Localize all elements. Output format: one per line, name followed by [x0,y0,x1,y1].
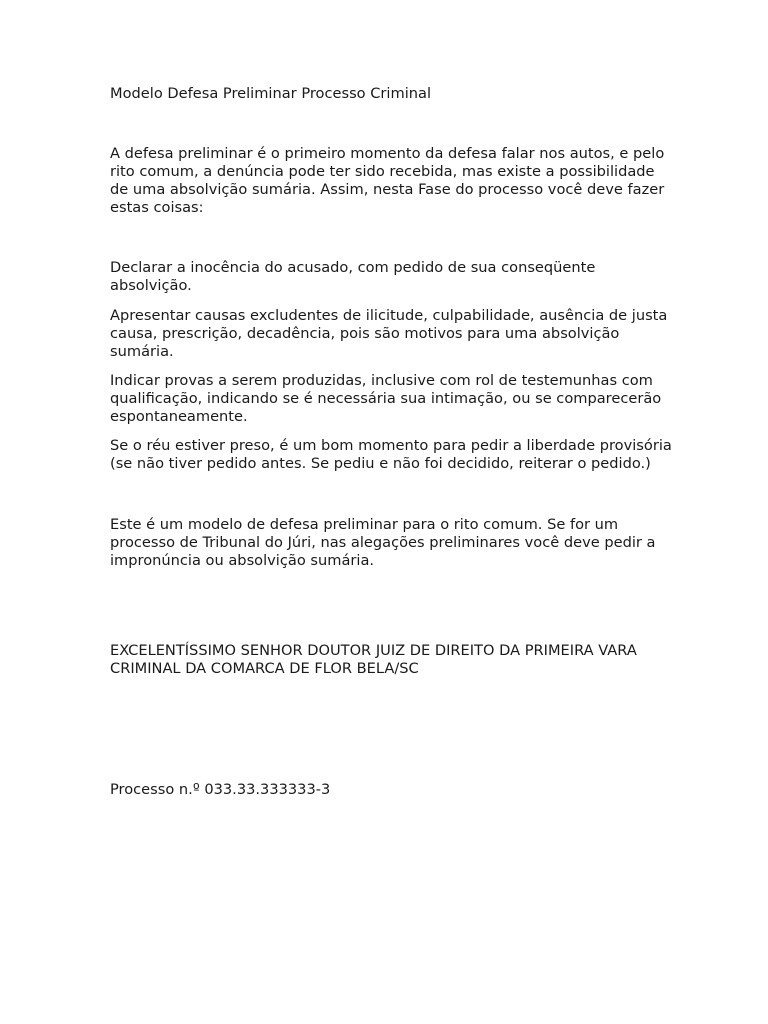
instruction-item-4 [110,437,670,473]
intro-line: rito comum, a denúncia pode ter sido recebida, mas existe a possibilidade [110,163,655,180]
instruction-line: sumária. [110,343,174,360]
instruction-item-3 [110,372,670,426]
addressee-line: EXCELENTÍSSIMO SENHOR DOUTOR JUIZ DE DIREITO DA PRIMEIRA VARA [110,642,637,659]
addressee-line: CRIMINAL DA COMARCA DE FLOR BELA/SC [110,660,419,677]
instruction-line: causa, prescrição, decadência, pois são motivos para uma absolvição [110,325,620,342]
note-line: Este é um modelo de defesa preliminar para o rito comum. Se for um [110,516,619,533]
intro-line: estas coisas: [110,199,204,216]
instruction-line: qualificação, indicando se é necessária sua intimação, ou se comparecerão [110,390,662,407]
document-title [110,85,670,103]
instruction-line: absolvição. [110,277,192,294]
instruction-line: Indicar provas a serem produzidas, inclusive com rol de testemunhas com [110,372,653,389]
intro-line: de uma absolvição sumária. Assim, nesta Fase do processo você deve fazer [110,181,665,198]
process-number [110,781,670,799]
process-number-text: Processo n.º 033.33.333333-3 [110,781,331,798]
instruction-item-1 [110,259,670,295]
instruction-line: Apresentar causas excludentes de ilicitude, culpabilidade, ausência de justa [110,307,668,324]
intro-paragraph [110,145,670,217]
note-line: processo de Tribunal do Júri, nas alegações preliminares você deve pedir a [110,534,656,551]
instruction-line: (se não tiver pedido antes. Se pediu e não foi decidido, reiterar o pedido.) [110,455,651,472]
addressee-heading [110,642,670,678]
document-title-text: Modelo Defesa Preliminar Processo Criminal [110,85,432,102]
model-note-paragraph [110,516,670,570]
instruction-line: espontaneamente. [110,408,248,425]
instruction-item-2 [110,307,670,361]
intro-line: A defesa preliminar é o primeiro momento da defesa falar nos autos, e pelo [110,145,665,162]
note-line: impronúncia ou absolvição sumária. [110,552,375,569]
instruction-line: Se o réu estiver preso, é um bom momento para pedir a liberdade provisória [110,437,672,454]
instruction-line: Declarar a inocência do acusado, com pedido de sua conseqüente [110,259,596,276]
